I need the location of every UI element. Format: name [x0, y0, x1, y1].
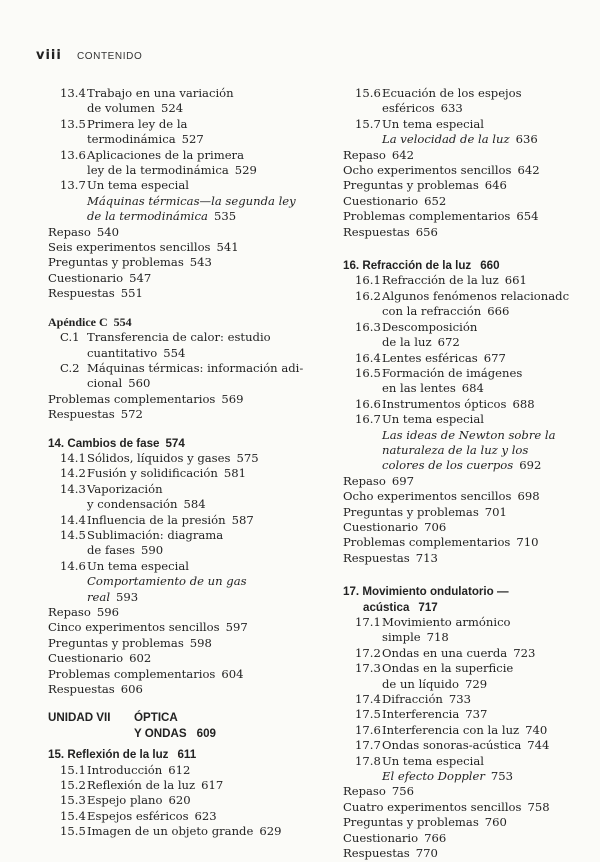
- toc-section-entry[interactable]: [343, 754, 600, 785]
- entry-text: Cuestionario: [48, 270, 124, 285]
- toc-back-matter-entry[interactable]: [343, 846, 600, 861]
- page-ref: 620: [168, 793, 191, 808]
- section-title: [382, 289, 600, 320]
- section-number: 17.8: [355, 753, 381, 768]
- toc-section-entry[interactable]: [343, 707, 600, 722]
- special-topic-line: real: [87, 589, 111, 604]
- toc-section-entry[interactable]: [343, 397, 600, 412]
- toc-back-matter-entry[interactable]: [48, 392, 310, 407]
- entry-text: Cuestionario: [48, 651, 124, 666]
- entry-text: Respuestas: [48, 682, 115, 697]
- toc-back-matter-entry[interactable]: [343, 225, 600, 240]
- section-title-line: Descomposición: [382, 319, 478, 334]
- toc-back-matter-entry[interactable]: [48, 286, 310, 301]
- section-title-line: Un tema especial: [87, 558, 189, 573]
- page-ref: 540: [96, 224, 119, 239]
- section-number: 16.6: [355, 396, 381, 411]
- section-title-line: esféricos: [382, 101, 435, 116]
- toc-section-entry[interactable]: [48, 809, 310, 824]
- page-ref: 737: [465, 707, 488, 722]
- special-topic-line: de la termodinámica: [87, 209, 208, 224]
- section-number: 17.6: [355, 722, 381, 737]
- page-ref: 661: [504, 273, 527, 288]
- section-title: [382, 320, 600, 351]
- toc-section-entry[interactable]: [48, 513, 310, 528]
- page-ref: 604: [221, 666, 244, 681]
- section-title-line: Refracción de la luz: [382, 273, 499, 288]
- section-title: [87, 763, 310, 778]
- toc-section-entry[interactable]: [48, 482, 310, 513]
- page-ref: 597: [225, 620, 248, 635]
- page-ref: 529: [234, 163, 257, 178]
- toc-section-entry[interactable]: [48, 793, 310, 808]
- page-ref: 642: [517, 163, 540, 178]
- section-number: 13.5: [60, 116, 86, 131]
- toc-section-entry[interactable]: [48, 361, 310, 392]
- toc-section-entry[interactable]: [48, 763, 310, 778]
- section-number: 16.3: [355, 319, 381, 334]
- section-title: [382, 351, 600, 366]
- section-title-line: Algunos fenómenos relacionadc: [382, 288, 570, 303]
- page-ref: 744: [527, 738, 550, 753]
- page-ref: 524: [161, 101, 184, 116]
- page-ref: 692: [519, 458, 542, 473]
- page-ref: 760: [484, 815, 507, 830]
- entry-text: Cuestionario: [343, 830, 419, 845]
- page-ref: 606: [120, 682, 143, 697]
- section-title-line: simple: [382, 630, 421, 645]
- section-number: 15.2: [60, 778, 86, 793]
- toc-section-entry[interactable]: [48, 824, 310, 839]
- page-ref: 636: [515, 132, 538, 147]
- page-ref: 770: [415, 846, 438, 861]
- section-title-line: Primera ley de la: [87, 116, 188, 131]
- section-number: 15.6: [355, 86, 381, 100]
- section-title-line: Reflexión de la luz: [87, 778, 196, 793]
- toc-section-entry[interactable]: [343, 289, 600, 320]
- section-title-line: Espejos esféricos: [87, 808, 189, 823]
- page-ref: 596: [96, 605, 119, 619]
- page-ref: 569: [221, 391, 244, 406]
- section-title: [87, 824, 310, 839]
- toc-right-column: [343, 86, 600, 862]
- page-ref: 758: [527, 799, 550, 814]
- page-ref: 541: [216, 240, 239, 255]
- toc-back-matter-entry[interactable]: [343, 815, 600, 830]
- section-number: 17.3: [355, 661, 381, 676]
- unit-vii-heading[interactable]: UNIDAD VII ÓPTICA Y ONDAS 609: [48, 711, 216, 740]
- section-title-line: Ecuación de los espejos: [382, 86, 522, 100]
- section-number: C.1: [60, 330, 80, 345]
- page-ref: 535: [213, 209, 237, 224]
- section-title-line: Un tema especial: [382, 412, 484, 427]
- toc-back-matter-entry[interactable]: [343, 209, 600, 224]
- section-title-line: de la luz: [382, 335, 432, 350]
- page-ref: 617: [201, 778, 224, 793]
- toc-back-matter-entry[interactable]: [343, 178, 600, 193]
- page-header: [36, 44, 143, 63]
- page-ref: 642: [391, 147, 414, 162]
- toc-left-column: [48, 86, 310, 840]
- section-number: 16.7: [355, 412, 381, 427]
- toc-back-matter-entry[interactable]: [48, 667, 310, 682]
- chapter-17-heading[interactable]: 17. Movimiento ondulatorio — acústica 717: [343, 585, 509, 614]
- section-title: [382, 692, 600, 707]
- entry-text: Respuestas: [343, 224, 410, 239]
- special-topic-line: Máquinas térmicas—la segunda ley: [87, 193, 296, 208]
- section-title: [382, 754, 600, 785]
- toc-section-entry[interactable]: [343, 351, 600, 366]
- section-title-line: Ondas en una cuerda: [382, 645, 508, 660]
- running-title: CONTENIDO: [76, 51, 143, 62]
- section-title-line: Fusión y solidificación: [87, 466, 218, 481]
- entry-text: Seis experimentos sencillos: [48, 240, 211, 255]
- section-title: [382, 738, 600, 753]
- section-title: [87, 178, 310, 224]
- toc-back-matter-entry[interactable]: [343, 505, 600, 520]
- page-ref: 723: [513, 645, 536, 660]
- page-ref: 633: [440, 101, 463, 116]
- toc-back-matter-entry[interactable]: [48, 620, 310, 635]
- page-ref: 706: [424, 519, 447, 534]
- page-ref: 560: [128, 376, 151, 391]
- page-ref: 554: [163, 345, 186, 360]
- section-title: [382, 412, 600, 474]
- section-title: [382, 117, 600, 148]
- toc-section-entry[interactable]: [343, 273, 600, 288]
- section-title-line: Imagen de un objeto grande: [87, 824, 254, 839]
- section-title-line: Interferencia: [382, 707, 460, 722]
- toc-section-entry[interactable]: [343, 738, 600, 753]
- section-title: [87, 86, 310, 117]
- page-ref: 593: [116, 589, 139, 604]
- entry-text: Preguntas y problemas: [343, 504, 479, 519]
- section-title-line: Sólidos, líquidos y gases: [87, 450, 231, 465]
- toc-section-entry[interactable]: [48, 86, 310, 117]
- section-title: [87, 559, 310, 605]
- section-title: [87, 778, 310, 793]
- section-number: 13.7: [60, 178, 86, 193]
- section-number: 15.5: [60, 824, 86, 839]
- page-ref: 666: [487, 304, 510, 319]
- page-ref: 527: [181, 132, 204, 147]
- section-title-line: Formación de imágenes: [382, 365, 523, 380]
- toc-back-matter-entry[interactable]: [343, 520, 600, 535]
- section-number: 17.5: [355, 707, 381, 722]
- entry-text: Repaso: [343, 784, 386, 799]
- page-ref: 584: [183, 497, 206, 512]
- section-number: 13.6: [60, 147, 86, 162]
- page-ref: 646: [484, 178, 507, 193]
- toc-back-matter-entry[interactable]: [343, 535, 600, 550]
- section-title: [382, 723, 600, 738]
- entry-text: Ocho experimentos sencillos: [343, 163, 512, 178]
- section-number: 16.1: [355, 273, 381, 288]
- page-ref: 623: [194, 808, 217, 823]
- toc-section-entry[interactable]: [48, 148, 310, 179]
- section-title-line: Instrumentos ópticos: [382, 396, 507, 411]
- section-title: [382, 273, 600, 288]
- section-title: [382, 366, 600, 397]
- section-title: [87, 148, 310, 179]
- page-ref: 602: [129, 651, 152, 666]
- section-title: [87, 793, 310, 808]
- toc-back-matter-entry[interactable]: [343, 474, 600, 489]
- special-topic-line: colores de los cuerpos: [382, 458, 514, 473]
- section-title-line: Un tema especial: [87, 178, 189, 193]
- toc-back-matter-entry[interactable]: [343, 784, 600, 799]
- page-ref: 753: [490, 769, 514, 784]
- section-number: 14.3: [60, 481, 86, 496]
- section-title-line: Ondas en la superficie: [382, 661, 514, 676]
- special-topic-line: Las ideas de Newton sobre la: [382, 427, 556, 442]
- entry-text: Preguntas y problemas: [343, 815, 479, 830]
- section-title-line: Un tema especial: [382, 116, 484, 131]
- section-title: [87, 451, 310, 466]
- section-title: [87, 528, 310, 559]
- section-title: [382, 707, 600, 722]
- toc-section-entry[interactable]: [343, 412, 600, 474]
- entry-text: Respuestas: [48, 407, 115, 422]
- entry-text: Problemas complementarios: [343, 535, 511, 550]
- section-title-line: Aplicaciones de la primera: [87, 147, 245, 162]
- toc-back-matter-entry[interactable]: [343, 551, 600, 566]
- section-number: 15.3: [60, 793, 86, 808]
- page-ref: 713: [415, 550, 438, 565]
- entry-text: Cuestionario: [343, 193, 419, 208]
- section-title-line: con la refracción: [382, 304, 482, 319]
- toc-section-entry[interactable]: [48, 330, 310, 361]
- section-number: 14.6: [60, 558, 86, 573]
- section-number: 16.4: [355, 350, 381, 365]
- toc-section-entry[interactable]: [343, 86, 600, 117]
- entry-text: Preguntas y problemas: [48, 255, 184, 270]
- page-ref: 718: [426, 630, 449, 645]
- chapter-16-heading[interactable]: 16. Refracción de la luz 660: [343, 259, 500, 273]
- page-ref: 672: [437, 335, 460, 350]
- toc-back-matter-entry[interactable]: [48, 651, 310, 666]
- entry-text: Respuestas: [343, 846, 410, 861]
- section-title-line: Introducción: [87, 762, 163, 777]
- page-ref: 701: [484, 504, 507, 519]
- section-number: 16.2: [355, 288, 381, 303]
- page-ref: 756: [391, 784, 414, 799]
- section-title: [87, 809, 310, 824]
- toc-section-entry[interactable]: [343, 646, 600, 661]
- toc-section-entry[interactable]: [48, 178, 310, 224]
- toc-section-entry[interactable]: [48, 451, 310, 466]
- section-title-line: de volumen: [87, 101, 155, 116]
- page-ref: 547: [129, 270, 152, 285]
- toc-section-entry[interactable]: [343, 661, 600, 692]
- toc-section-entry[interactable]: [48, 528, 310, 559]
- section-title-line: Trabajo en una variación: [87, 86, 234, 100]
- page-ref: 581: [223, 466, 246, 481]
- toc-back-matter-entry[interactable]: [343, 831, 600, 846]
- entry-text: Cuatro experimentos sencillos: [343, 799, 522, 814]
- toc-back-matter-entry[interactable]: [48, 636, 310, 651]
- page-ref: 543: [189, 255, 212, 270]
- section-title-line: Transferencia de calor: estudio: [87, 330, 271, 345]
- toc-section-entry[interactable]: [343, 615, 600, 646]
- section-number: 15.1: [60, 762, 86, 777]
- page-ref: 766: [424, 830, 447, 845]
- special-topic-line: El efecto Doppler: [382, 769, 485, 784]
- section-title-line: de fases: [87, 543, 135, 558]
- toc-back-matter-entry[interactable]: [48, 255, 310, 270]
- page-ref: 698: [517, 489, 540, 504]
- section-title: [382, 661, 600, 692]
- entry-text: Cuestionario: [343, 519, 419, 534]
- entry-text: Repaso: [343, 147, 386, 162]
- entry-text: Preguntas y problemas: [343, 178, 479, 193]
- section-title-line: Sublimación: diagrama: [87, 527, 224, 542]
- toc-back-matter-entry[interactable]: [48, 605, 310, 620]
- section-number: 17.1: [355, 615, 381, 629]
- section-title: [87, 117, 310, 148]
- toc-back-matter-entry[interactable]: [343, 800, 600, 815]
- toc-back-matter-entry[interactable]: [343, 489, 600, 504]
- page-ref: 729: [465, 676, 488, 691]
- entry-text: Repaso: [343, 473, 386, 488]
- page-ref: 590: [140, 543, 164, 558]
- entry-text: Problemas complementarios: [48, 391, 216, 406]
- special-topic-line: La velocidad de la luz: [382, 132, 510, 147]
- page-ref: 572: [120, 407, 143, 422]
- section-title-line: y condensación: [87, 497, 178, 512]
- toc-back-matter-entry[interactable]: [48, 271, 310, 286]
- toc-section-entry[interactable]: [343, 366, 600, 397]
- toc-back-matter-entry[interactable]: [343, 148, 600, 163]
- section-title-line: Interferencia con la luz: [382, 722, 520, 737]
- toc-back-matter-entry[interactable]: [343, 163, 600, 178]
- section-title: [87, 482, 310, 513]
- entry-text: Problemas complementarios: [343, 209, 511, 224]
- chapter-14-heading[interactable]: 14. Cambios de fase 574: [48, 436, 185, 450]
- appendix-c-heading[interactable]: Apéndice C 554: [48, 314, 132, 329]
- section-title: [382, 86, 600, 117]
- section-title-line: Ondas sonoras-acústica: [382, 738, 522, 753]
- section-number: 13.4: [60, 86, 86, 100]
- section-title: [382, 397, 600, 412]
- section-title-line: cional: [87, 376, 123, 391]
- section-number: 15.7: [355, 116, 381, 131]
- toc-back-matter-entry[interactable]: [48, 682, 310, 697]
- toc-section-entry[interactable]: [343, 320, 600, 351]
- toc-section-entry[interactable]: [343, 723, 600, 738]
- page-ref: 656: [415, 224, 438, 239]
- toc-back-matter-entry[interactable]: [343, 194, 600, 209]
- page-ref: 587: [231, 512, 254, 527]
- chapter-15-heading[interactable]: 15. Reflexión de la luz 611: [48, 748, 197, 762]
- special-topic-line: Comportamiento de un gas: [87, 574, 247, 589]
- page-ref: 740: [525, 722, 548, 737]
- section-title-line: Influencia de la presión: [87, 512, 226, 527]
- toc-section-entry[interactable]: [343, 117, 600, 148]
- page-ref: 551: [120, 286, 143, 301]
- page-ref: 598: [189, 635, 212, 650]
- section-title: [87, 361, 310, 392]
- page-ref: 652: [424, 193, 447, 208]
- section-number: 16.5: [355, 365, 381, 380]
- section-number: 15.4: [60, 808, 86, 823]
- toc-section-entry[interactable]: [343, 692, 600, 707]
- toc-back-matter-entry[interactable]: [48, 407, 310, 422]
- page-ref: 688: [512, 396, 535, 411]
- entry-text: Repaso: [48, 224, 91, 239]
- entry-text: Repaso: [48, 605, 91, 619]
- entry-text: Preguntas y problemas: [48, 635, 184, 650]
- page-ref: 612: [168, 762, 191, 777]
- toc-back-matter-entry[interactable]: [48, 225, 310, 240]
- section-title: [382, 615, 600, 646]
- page-ref: 697: [391, 473, 414, 488]
- toc-section-entry[interactable]: [48, 559, 310, 605]
- special-topic-line: naturaleza de la luz y los: [382, 442, 529, 457]
- section-title-line: Difracción: [382, 692, 443, 707]
- section-title: [87, 513, 310, 528]
- page-ref: 710: [516, 535, 539, 550]
- section-title-line: de un líquido: [382, 676, 460, 691]
- entry-text: Ocho experimentos sencillos: [343, 489, 512, 504]
- section-number: 14.5: [60, 527, 86, 542]
- section-number: 14.4: [60, 512, 86, 527]
- section-title: [382, 646, 600, 661]
- section-number: 17.7: [355, 738, 381, 753]
- entry-text: Respuestas: [343, 550, 410, 565]
- section-number: 14.2: [60, 466, 86, 481]
- section-title-line: ley de la termodinámica: [87, 163, 229, 178]
- section-number: 17.2: [355, 645, 381, 660]
- section-title: [87, 330, 310, 361]
- page-ref: 629: [259, 824, 282, 839]
- page-ref: 575: [236, 450, 259, 465]
- page-ref: 733: [448, 692, 472, 707]
- toc-section-entry[interactable]: [48, 466, 310, 481]
- entry-text: Problemas complementarios: [48, 666, 216, 681]
- section-title-line: en las lentes: [382, 381, 456, 396]
- section-number: 14.1: [60, 450, 86, 465]
- section-title-line: Espejo plano: [87, 793, 163, 808]
- section-number: C.2: [60, 360, 80, 375]
- section-title-line: Máquinas térmicas: información adi-: [87, 360, 304, 375]
- page-number: viii: [36, 48, 62, 63]
- section-title-line: Un tema especial: [382, 753, 484, 768]
- toc-back-matter-entry[interactable]: [48, 240, 310, 255]
- toc-section-entry[interactable]: [48, 778, 310, 793]
- entry-text: Respuestas: [48, 286, 115, 301]
- section-title-line: termodinámica: [87, 132, 176, 147]
- section-title-line: Lentes esféricas: [382, 350, 478, 365]
- section-number: 17.4: [355, 692, 381, 707]
- section-title-line: cuantitativo: [87, 345, 158, 360]
- section-title: [87, 466, 310, 481]
- toc-section-entry[interactable]: [48, 117, 310, 148]
- entry-text: Cinco experimentos sencillos: [48, 620, 220, 635]
- page-ref: 677: [483, 350, 506, 365]
- page-ref: 654: [516, 209, 539, 224]
- page-ref: 684: [461, 381, 484, 396]
- section-title-line: Movimiento armónico: [382, 615, 511, 629]
- section-title-line: Vaporización: [87, 481, 163, 496]
